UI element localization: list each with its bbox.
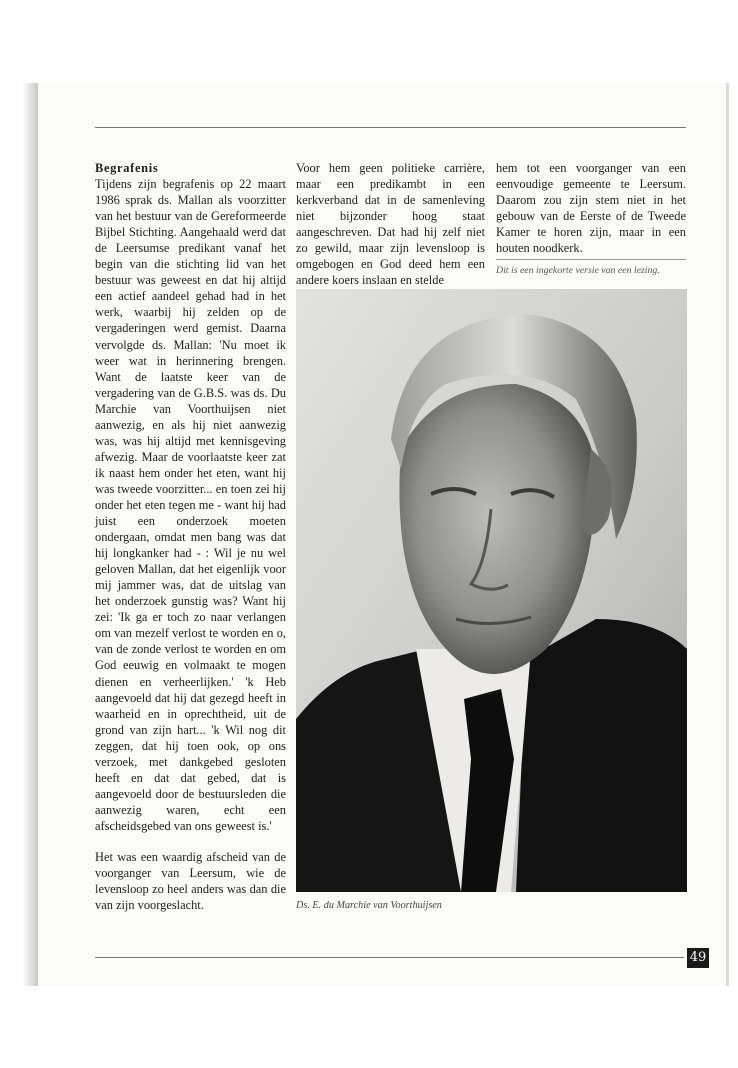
text-column-3: hem tot een voorganger van een eenvoudige gemeente te Leersum. Daarom zou zijn stem niet in het gebouw van de Eerste of de Tweede Kamer te horen zijn, maar in een houten noodkerk.: [496, 161, 686, 256]
portrait-photo: [296, 289, 687, 892]
editorial-note: Dit is een ingekorte versie van een lezing.: [496, 265, 660, 276]
bottom-rule: [95, 957, 684, 958]
section-heading: Begrafenis: [95, 161, 159, 175]
text-column-1: [95, 160, 286, 913]
note-divider: [496, 259, 686, 260]
page-number: 49: [687, 948, 709, 968]
top-rule: [95, 127, 686, 128]
text-column-2: Voor hem geen politieke carrière, maar een predikambt in een kerkverband dat in de samenleving niet bijzonder hoog staat aangeschreven. Dat had hij zelf niet zo gewild, maar zijn levensloop is omgebogen en God deed hem een andere koers inslaan en stelde: [296, 161, 485, 288]
body-paragraph-2: Het was een waardig afscheid van de voorganger van Leersum, wie de levensloop zo heel anders was dan die van zijn voorgeslacht.: [95, 849, 286, 913]
page-edge: [726, 83, 729, 986]
photo-caption: Ds. E. du Marchie van Voorthuijsen: [296, 900, 442, 911]
body-paragraph-1: Tijdens zijn begrafenis op 22 maart 1986 sprak ds. Mallan als voorzitter van het bestuur van de Gereformeerde Bijbel Stichting. Aangehaald werd dat de Leersumse predikant vanaf het begin van die stichting lid van het bestuur was geweest en dat hij altijd een actief aandeel gehad had in het werk, waarbij hij zelden op de vergaderingen werd gemist. Daarna vervolgde ds. Mallan: 'Nu moet ik weer wat in herinnering brengen. Want de laatste keer van de vergadering van de G.B.S. was ds. Du Marchie van Voorthuijsen niet aanwezig, en als hij niet aanwezig was, was hij altijd met kennisgeving afwezig. Maar de voorlaatste keer zat ik naast hem onder het eten, want hij was tweede voorzitter... en toen zei hij onder het eten tegen me - want hij had juist een onderzoek moeten ondergaan, omdat men bang was dat hij longkanker had - : Wil je nu wel geloven Mallan, dat het eigenlijk voor mij jammer was, dat de uitslag van het onderzoek gunstig was? Want hij zei: 'Ik ga er toch zo naar verlangen om van mezelf verlost te worden en o, van de zonde verlost te worden en om God eeuwig en volmaakt te mogen dienen en verheerlijken.' 'k Heb aangevoeld dat hij dat gezegd heeft in waarheid en in oprechtheid, uit de grond van zijn hart... 'k Wil nog dit zeggen, dat hij toen ook, op ons verzoek, met dankgebed gesloten heeft en dat dat gebed, dat is aangevoeld door de bestuursleden die aanwezig waren, echt een afscheidsgebed van ons geweest is.': [95, 177, 286, 833]
